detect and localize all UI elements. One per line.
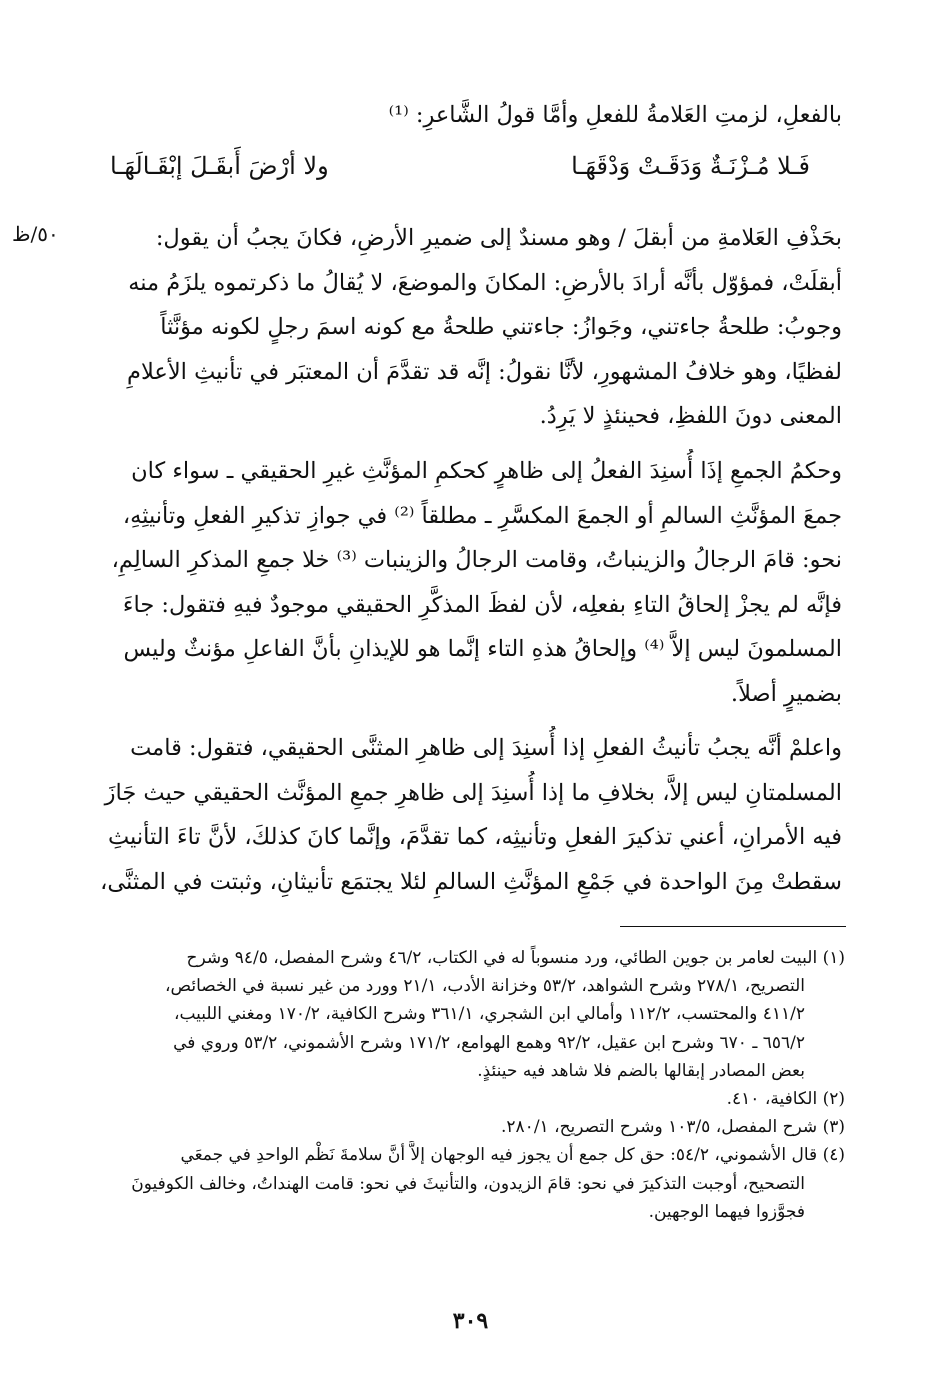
- footnote-3-line: [70, 1113, 845, 1141]
- paragraph-explanation: [70, 216, 842, 439]
- footnote-text: الكافية، ٤١٠.: [726, 1088, 818, 1109]
- footnote-4-line: فجوَّزوا فيهما الوجهين.: [648, 1201, 805, 1222]
- text-line: المسلمتانِ ليس إلاَّ، بخلافِ ما إذا أُسنِدَ إلى ظاهرِ جمعِ المؤنَّث الحقيقي حيث جَازَ: [104, 779, 842, 806]
- text-line: واعلمْ أنَّه يجبُ تأنيثُ الفعلِ إذا أُسنِدَ إلى ظاهرِ المثنَّى الحقيقي، فتقول: قامت: [130, 735, 842, 761]
- text-line: بضميرٍ أصلاً.: [730, 680, 842, 707]
- text-line: جمعَ المؤنَّثِ السالمِ أو الجمعَ المكسَّرِ ـ مطلقاً ⁽²⁾ في جوازِ تذكيرِ الفعلِ وتأنيثِهِ،: [122, 502, 842, 529]
- text-line: المسلمونَ ليس إلاَّ ⁽⁴⁾ وإلحاقُ هذهِ التاء إنَّما هو للإيذانِ بأنَّ الفاعلِ مؤنثٌ وليس: [123, 636, 842, 663]
- text-line: لفظيًا، وهو خلافُ المشهورِ، لأنَّا نقولُ: إنَّه قد تقدَّمَ أن المعتبَر في تأنيثِ الأعلامِ: [127, 358, 842, 385]
- verse-right-hemistich: فَـلا مُـزْنَـةٌ وَدَقَـتْ وَدْقَهَـا: [571, 152, 810, 180]
- paragraph-dual-rule: [70, 726, 842, 904]
- footnote-4-line: [70, 1141, 845, 1169]
- text-line: نحو: قامَ الرجالُ والزينباتُ، وقامت الرجالُ والزينبات ⁽³⁾ خلا جمعِ المذكرِ السالِمِ،: [111, 547, 842, 574]
- footnote-4-line: التصحيح، أوجبت التذكيرَ في نحو: قامَ الزيدون، والتأنيثَ في نحو: قامت الهنداتُ، وخالف الكوفيونَ: [131, 1173, 805, 1194]
- text-line: بالفعلِ، لزمتِ العَلامةُ للفعلِ وأمَّا قولُ الشَّاعرِ: ⁽¹⁾: [388, 102, 842, 128]
- footnotes: [70, 944, 845, 1226]
- footnote-1-line: ٦٥٦/٢ ـ ٦٧٠ وشرح ابن عقيل، ٩٢/٢ وهمع الهوامع، ١٧١/٢ وشرح الأشموني، ٥٣/٢ وروي في: [173, 1032, 805, 1053]
- page-number: ٣٠٩: [452, 1308, 489, 1334]
- text-line: المعنى دونَ اللفظِ، فحينئذٍ لا يَرِدُ.: [539, 403, 842, 430]
- text-line: فإنَّه لم يجزْ إلحاقُ التاءِ بفعلِه، لأن لفظَ المذكَّرِ الحقيقي موجودٌ فيهِ فتقول: جاءَ: [122, 591, 842, 618]
- text-line: أبقلَتْ، فمؤوّل بأنَّه أرادَ بالأرضِ: المكانَ والموضعَ، لا يُقالُ ما ذكرتموه يلزَمُ منه: [128, 269, 842, 296]
- footnote-marker: (٤): [822, 1145, 845, 1166]
- footnote-1-line: ٤١١/٢ والمحتسب، ١١٢/٢ وأمالي ابن الشجري، ٣٦١/١ وشرح الكافية، ١٧٠/٢ ومغني اللبيب،: [173, 1004, 805, 1025]
- paragraph-plural-rule: [70, 449, 842, 717]
- footnote-marker: (١): [822, 948, 845, 968]
- footnote-text: البيت لعامر بن جوين الطائي، ورد منسوباً له في الكتاب، ٤٦/٢ وشرح المفصل، ٩٤/٥ وشرح: [186, 948, 818, 968]
- footnote-marker: (٢): [822, 1088, 845, 1109]
- footnote-marker: (٣): [822, 1117, 845, 1138]
- footnote-2-line: [70, 1085, 845, 1113]
- text-line: بحَذْفِ العَلامةِ من أبقلَ / وهو مسندٌ إلى ضميرِ الأرضِ، فكانَ يجبُ أن يقول:: [155, 225, 842, 251]
- footnote-1-line: [70, 944, 845, 972]
- footnote-1-line: التصريح، ٢٧٨/١ وشرح الشواهد، ٥٣/٢ وخزانة الأدب، ٢١/١ وورد من غير نسبة في الخصائص،: [165, 976, 805, 997]
- verse-left-hemistich: ولا أرْضَ أَبقَـلَ إبْقَـالَهَـا: [110, 152, 329, 180]
- text-line: سقطتْ مِنَ الواحدة في جَمْعِ المؤنَّثِ السالمِ لئلا يجتمَع تأنيثانِ، وثبتت في المثنَّى،: [100, 868, 842, 895]
- footnote-1-line: بعض المصادر إبقالها بالضم فلا شاهد فيه حينئذٍ.: [477, 1060, 805, 1081]
- paragraph-intro: [70, 93, 842, 138]
- text-line: وحكمُ الجمعِ إذَا أُسنِدَ الفعلُ إلى ظاهرٍ كحكمِ المؤنَّثِ غيرِ الحقيقي ـ سواء كان: [131, 458, 842, 484]
- poetry-verse: [110, 152, 810, 180]
- footnote-text: قال الأشموني، ٥٤/٢: حق كل جمع أن يجوز فيه الوجهان إلاَّ أنَّ سلامةَ نَظْم الواحدِ في جمعَي: [180, 1145, 818, 1166]
- folio-marker: ٥٠/ظ: [12, 222, 59, 246]
- footnote-separator: [620, 926, 846, 927]
- text-line: وجوبُ: طلحةُ جاءتني، وجَوازُ: جاءتني طلحةُ مع كونه اسمَ رجلٍ لكونه مؤنَّثاً: [160, 314, 842, 341]
- text-line: فيه الأمرانِ، أعني تذكيرَ الفعلِ وتأنيثِه، كما تقدَّمَ، وإنَّما كانَ كذلكَ، لأنَّ تاءَ التأنيثِ: [107, 824, 842, 851]
- footnote-text: شرح المفصل، ١٠٣/٥ وشرح التصريح، ٢٨٠/١.: [501, 1117, 818, 1138]
